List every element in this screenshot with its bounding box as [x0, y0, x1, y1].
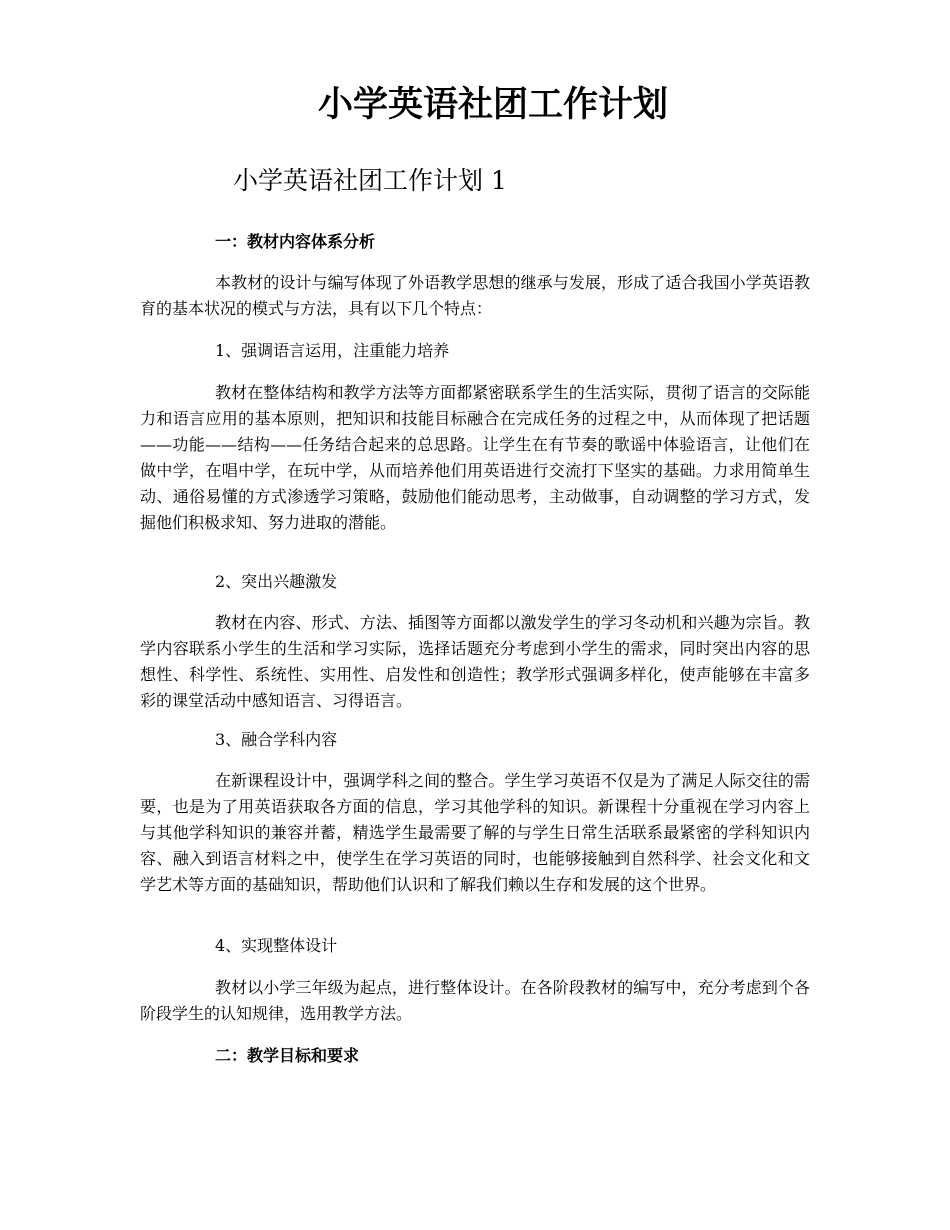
document-subtitle: 小学英语社团工作计划 1	[233, 166, 507, 195]
item-heading-4: 4、实现整体设计	[215, 936, 338, 955]
item-2-paragraph: 教材在内容、形式、方法、插图等方面都以激发学生的学习冬动机和兴趣为宗旨。教学内容联系小学生的生活和学习实际，选择话题充分考虑到小学生的需求，同时突出内容的思想性、科学性、系统性、实用性、启发性和创造性；教学形式强调多样化，使声能够在丰富多彩的课堂活动中感知语言、习得语言。	[140, 613, 810, 710]
item-heading-2: 2、突出兴趣激发	[215, 572, 338, 591]
item-heading-1: 1、强调语言运用，注重能力培养	[215, 341, 450, 360]
document-title: 小学英语社团工作计划	[317, 84, 668, 125]
item-heading-3: 3、融合学科内容	[215, 730, 338, 749]
item-4-paragraph: 教材以小学三年级为起点，进行整体设计。在各阶段教材的编写中，充分考虑到个各阶段学生的认知规律，选用教学方法。	[140, 978, 810, 1023]
item-1-paragraph: 教材在整体结构和教学方法等方面都紧密联系学生的生活实际，贯彻了语言的交际能力和语言应用的基本原则，把知识和技能目标融合在完成任务的过程之中，从而体现了把话题——功能——结构——任务结合起来的总思路。让学生在有节奏的歌谣中体验语言，让他们在做中学，在唱中学，在玩中学，从而培养他们用英语进行交流打下坚实的基础。力求用简单生动、通俗易懂的方式渗透学习策略，鼓励他们能动思考，主动做事，自动调整的学习方式，发掘他们积极求知、努力进取的潜能。	[140, 383, 810, 532]
section-heading-2: 二：教学目标和要求	[215, 1046, 360, 1065]
item-3-paragraph: 在新课程设计中，强调学科之间的整合。学生学习英语不仅是为了满足人际交往的需要，也是为了用英语获取各方面的信息，学习其他学科的知识。新课程十分重视在学习内容上与其他学科知识的兼容并蓄，精选学生最需要了解的与学生日常生活联系最紧密的学科知识内容、融入到语言材料之中，使学生在学习英语的同时，也能够接触到自然科学、社会文化和文学艺术等方面的基础知识，帮助他们认识和了解我们赖以生存和发展的这个世界。	[140, 771, 810, 894]
section-heading-1: 一：教材内容体系分析	[215, 232, 376, 251]
section-1-intro-paragraph: 本教材的设计与编写体现了外语教学思想的继承与发展，形成了适合我国小学英语教育的基本状况的模式与方法，具有以下几个特点：	[140, 273, 810, 318]
